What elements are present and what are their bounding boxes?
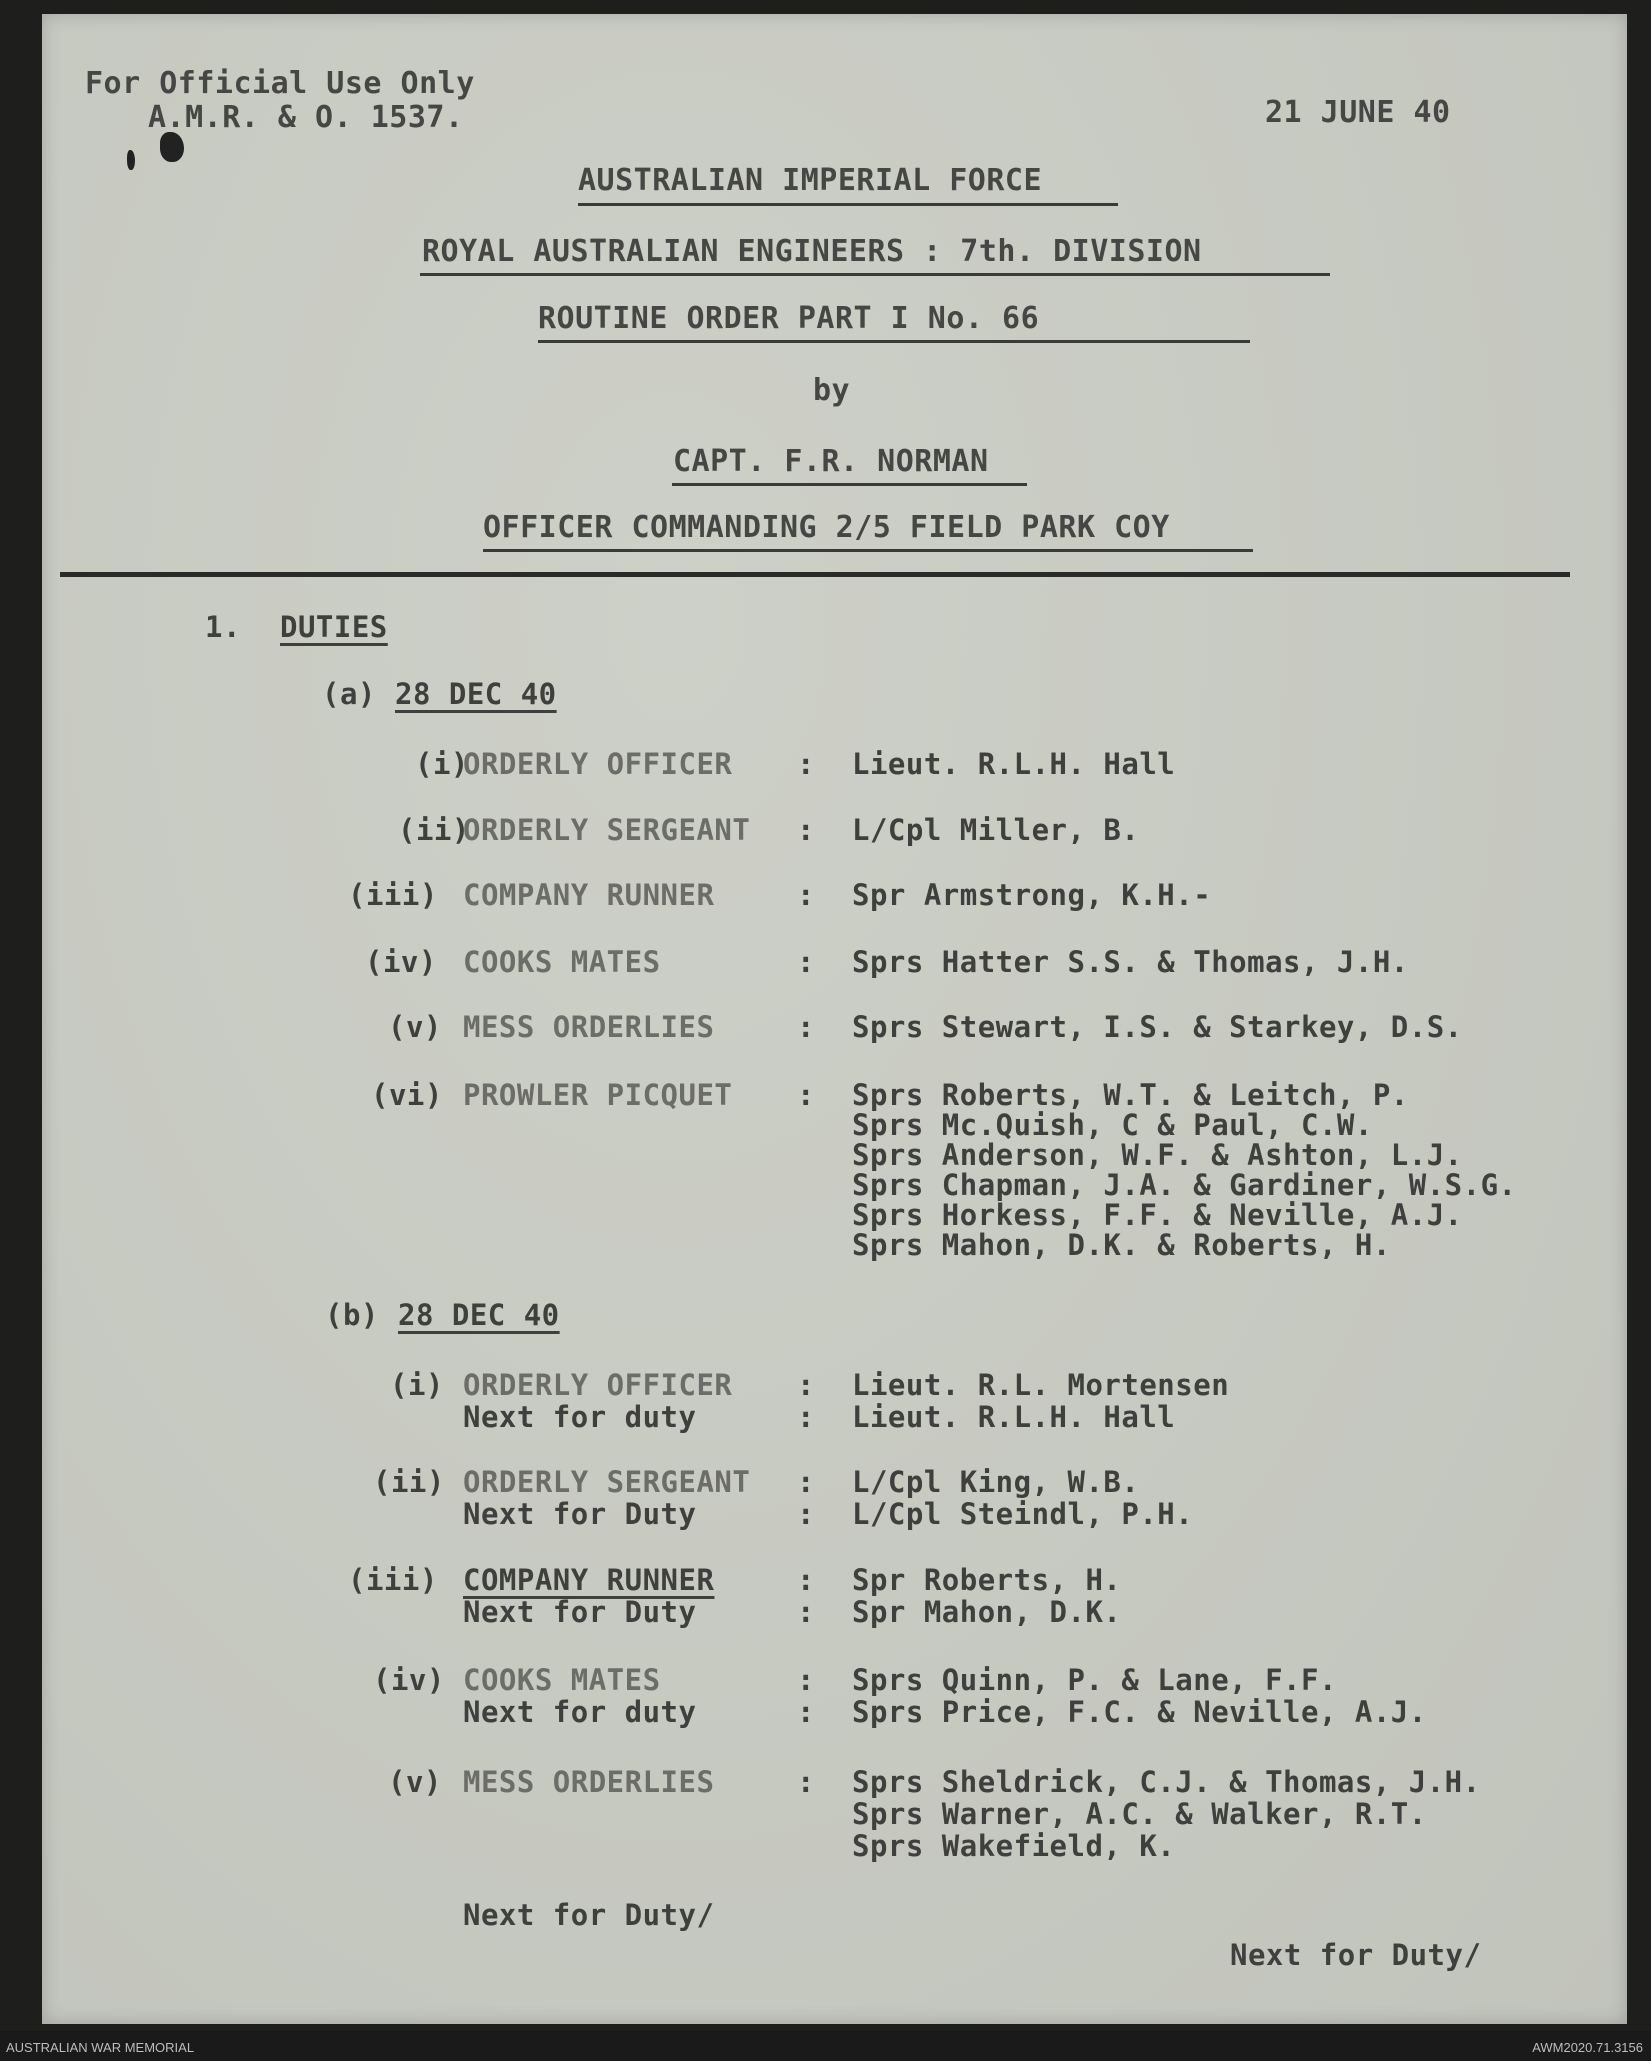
archive-name: AUSTRALIAN WAR MEMORIAL xyxy=(6,2040,195,2055)
assigned-name: Sprs Horkess, F.F. & Neville, A.J. xyxy=(852,1198,1463,1232)
row-number: (iv) xyxy=(365,945,437,979)
horizontal-rule xyxy=(60,572,1570,577)
paper-tear-mark xyxy=(127,150,135,170)
next-for-duty-label: Next for Duty xyxy=(463,1595,697,1629)
assigned-name: L/Cpl Miller, B. xyxy=(852,813,1140,847)
title-underline-2 xyxy=(420,273,1330,276)
next-for-duty-name: L/Cpl Steindl, P.H. xyxy=(852,1497,1194,1531)
assigned-name: Sprs Roberts, W.T. & Leitch, P. xyxy=(852,1078,1409,1112)
duty-role: COOKS MATES xyxy=(463,945,661,979)
next-for-duty-label: Next for duty xyxy=(463,1695,697,1729)
trailing-next-for-duty: Next for Duty/ xyxy=(463,1898,715,1932)
duty-role: ORDERLY SERGEANT xyxy=(463,813,751,847)
row-number: (iii) xyxy=(348,1563,438,1597)
part-a-label: (a) xyxy=(322,677,376,711)
section-number: 1. xyxy=(205,610,241,644)
title-line-2: ROYAL AUSTRALIAN ENGINEERS : 7th. DIVISION xyxy=(422,234,1202,269)
separator: : xyxy=(797,1765,815,1799)
separator: : xyxy=(797,1497,815,1531)
row-number: (v) xyxy=(388,1765,442,1799)
title-underline-1 xyxy=(578,203,1118,206)
official-use-label: For Official Use Only xyxy=(85,66,475,101)
separator: : xyxy=(797,878,815,912)
assigned-name: Sprs Chapman, J.A. & Gardiner, W.S.G. xyxy=(852,1168,1517,1202)
assigned-name: Sprs Stewart, I.S. & Starkey, D.S. xyxy=(852,1010,1463,1044)
by-label: by xyxy=(813,373,851,408)
assigned-name: Sprs Mc.Quish, C & Paul, C.W. xyxy=(852,1108,1373,1142)
next-for-duty-name: Lieut. R.L.H. Hall xyxy=(852,1400,1176,1434)
assigned-name: Sprs Warner, A.C. & Walker, R.T. xyxy=(852,1797,1427,1831)
separator: : xyxy=(797,1563,815,1597)
part-b-label: (b) xyxy=(325,1298,379,1332)
title-line-1: AUSTRALIAN IMPERIAL FORCE xyxy=(578,163,1043,198)
title-underline-3 xyxy=(538,340,1250,343)
separator: : xyxy=(797,1695,815,1729)
part-a-date: 28 DEC 40 xyxy=(395,677,557,711)
command-line: OFFICER COMMANDING 2/5 FIELD PARK COY xyxy=(483,510,1170,545)
paper-tear-mark xyxy=(160,132,184,162)
row-number: (ii) xyxy=(373,1465,445,1499)
separator: : xyxy=(797,1010,815,1044)
separator: : xyxy=(797,1400,815,1434)
assigned-name: Sprs Wakefield, K. xyxy=(852,1829,1176,1863)
duty-role: PROWLER PICQUET xyxy=(463,1078,733,1112)
assigned-name: Lieut. R.L. Mortensen xyxy=(852,1368,1230,1402)
row-number: (v) xyxy=(388,1010,442,1044)
separator: : xyxy=(797,1595,815,1629)
duty-role: COMPANY RUNNER xyxy=(463,878,715,912)
row-number: (iv) xyxy=(373,1663,445,1697)
row-number: (iii) xyxy=(348,878,438,912)
part-b-date: 28 DEC 40 xyxy=(398,1298,560,1332)
separator: : xyxy=(797,1465,815,1499)
assigned-name: Spr Roberts, H. xyxy=(852,1563,1122,1597)
reference-number: A.M.R. & O. 1537. xyxy=(148,100,464,135)
command-underline xyxy=(483,549,1253,552)
section-title: DUTIES xyxy=(280,610,388,644)
assigned-name: Spr Armstrong, K.H.- xyxy=(852,878,1212,912)
duty-role: ORDERLY SERGEANT xyxy=(463,1465,751,1499)
assigned-name: Sprs Sheldrick, C.J. & Thomas, J.H. xyxy=(852,1765,1481,1799)
row-number: (ii) xyxy=(398,813,470,847)
separator: : xyxy=(797,1663,815,1697)
title-line-3: ROUTINE ORDER PART I No. 66 xyxy=(538,301,1040,336)
assigned-name: Sprs Mahon, D.K. & Roberts, H. xyxy=(852,1228,1391,1262)
duty-role: MESS ORDERLIES xyxy=(463,1765,715,1799)
duty-role: COOKS MATES xyxy=(463,1663,661,1697)
row-number: (vi) xyxy=(371,1078,443,1112)
archive-footer xyxy=(0,2031,1651,2061)
commanding-officer-name: CAPT. F.R. NORMAN xyxy=(673,444,989,479)
separator: : xyxy=(797,1368,815,1402)
archive-reference: AWM2020.71.3156 xyxy=(1532,2040,1643,2055)
next-for-duty-name: Sprs Price, F.C. & Neville, A.J. xyxy=(852,1695,1427,1729)
document-date: 21 JUNE 40 xyxy=(1265,95,1451,130)
separator: : xyxy=(797,945,815,979)
next-for-duty-label: Next for duty xyxy=(463,1400,697,1434)
next-for-duty-label: Next for Duty xyxy=(463,1497,697,1531)
separator: : xyxy=(797,747,815,781)
duty-role: COMPANY RUNNER xyxy=(463,1563,715,1597)
assigned-name: Sprs Hatter S.S. & Thomas, J.H. xyxy=(852,945,1409,979)
duty-role: ORDERLY OFFICER xyxy=(463,747,733,781)
duty-role: ORDERLY OFFICER xyxy=(463,1368,733,1402)
row-number: (i) xyxy=(390,1368,444,1402)
assigned-name: Sprs Anderson, W.F. & Ashton, L.J. xyxy=(852,1138,1463,1172)
next-for-duty-name: Spr Mahon, D.K. xyxy=(852,1595,1122,1629)
officer-underline xyxy=(672,483,1027,486)
page-continuation: Next for Duty/ xyxy=(1230,1938,1482,1972)
assigned-name: Lieut. R.L.H. Hall xyxy=(852,747,1176,781)
row-number: (i) xyxy=(415,747,469,781)
assigned-name: L/Cpl King, W.B. xyxy=(852,1465,1140,1499)
separator: : xyxy=(797,813,815,847)
duty-role: MESS ORDERLIES xyxy=(463,1010,715,1044)
separator: : xyxy=(797,1078,815,1112)
assigned-name: Sprs Quinn, P. & Lane, F.F. xyxy=(852,1663,1337,1697)
